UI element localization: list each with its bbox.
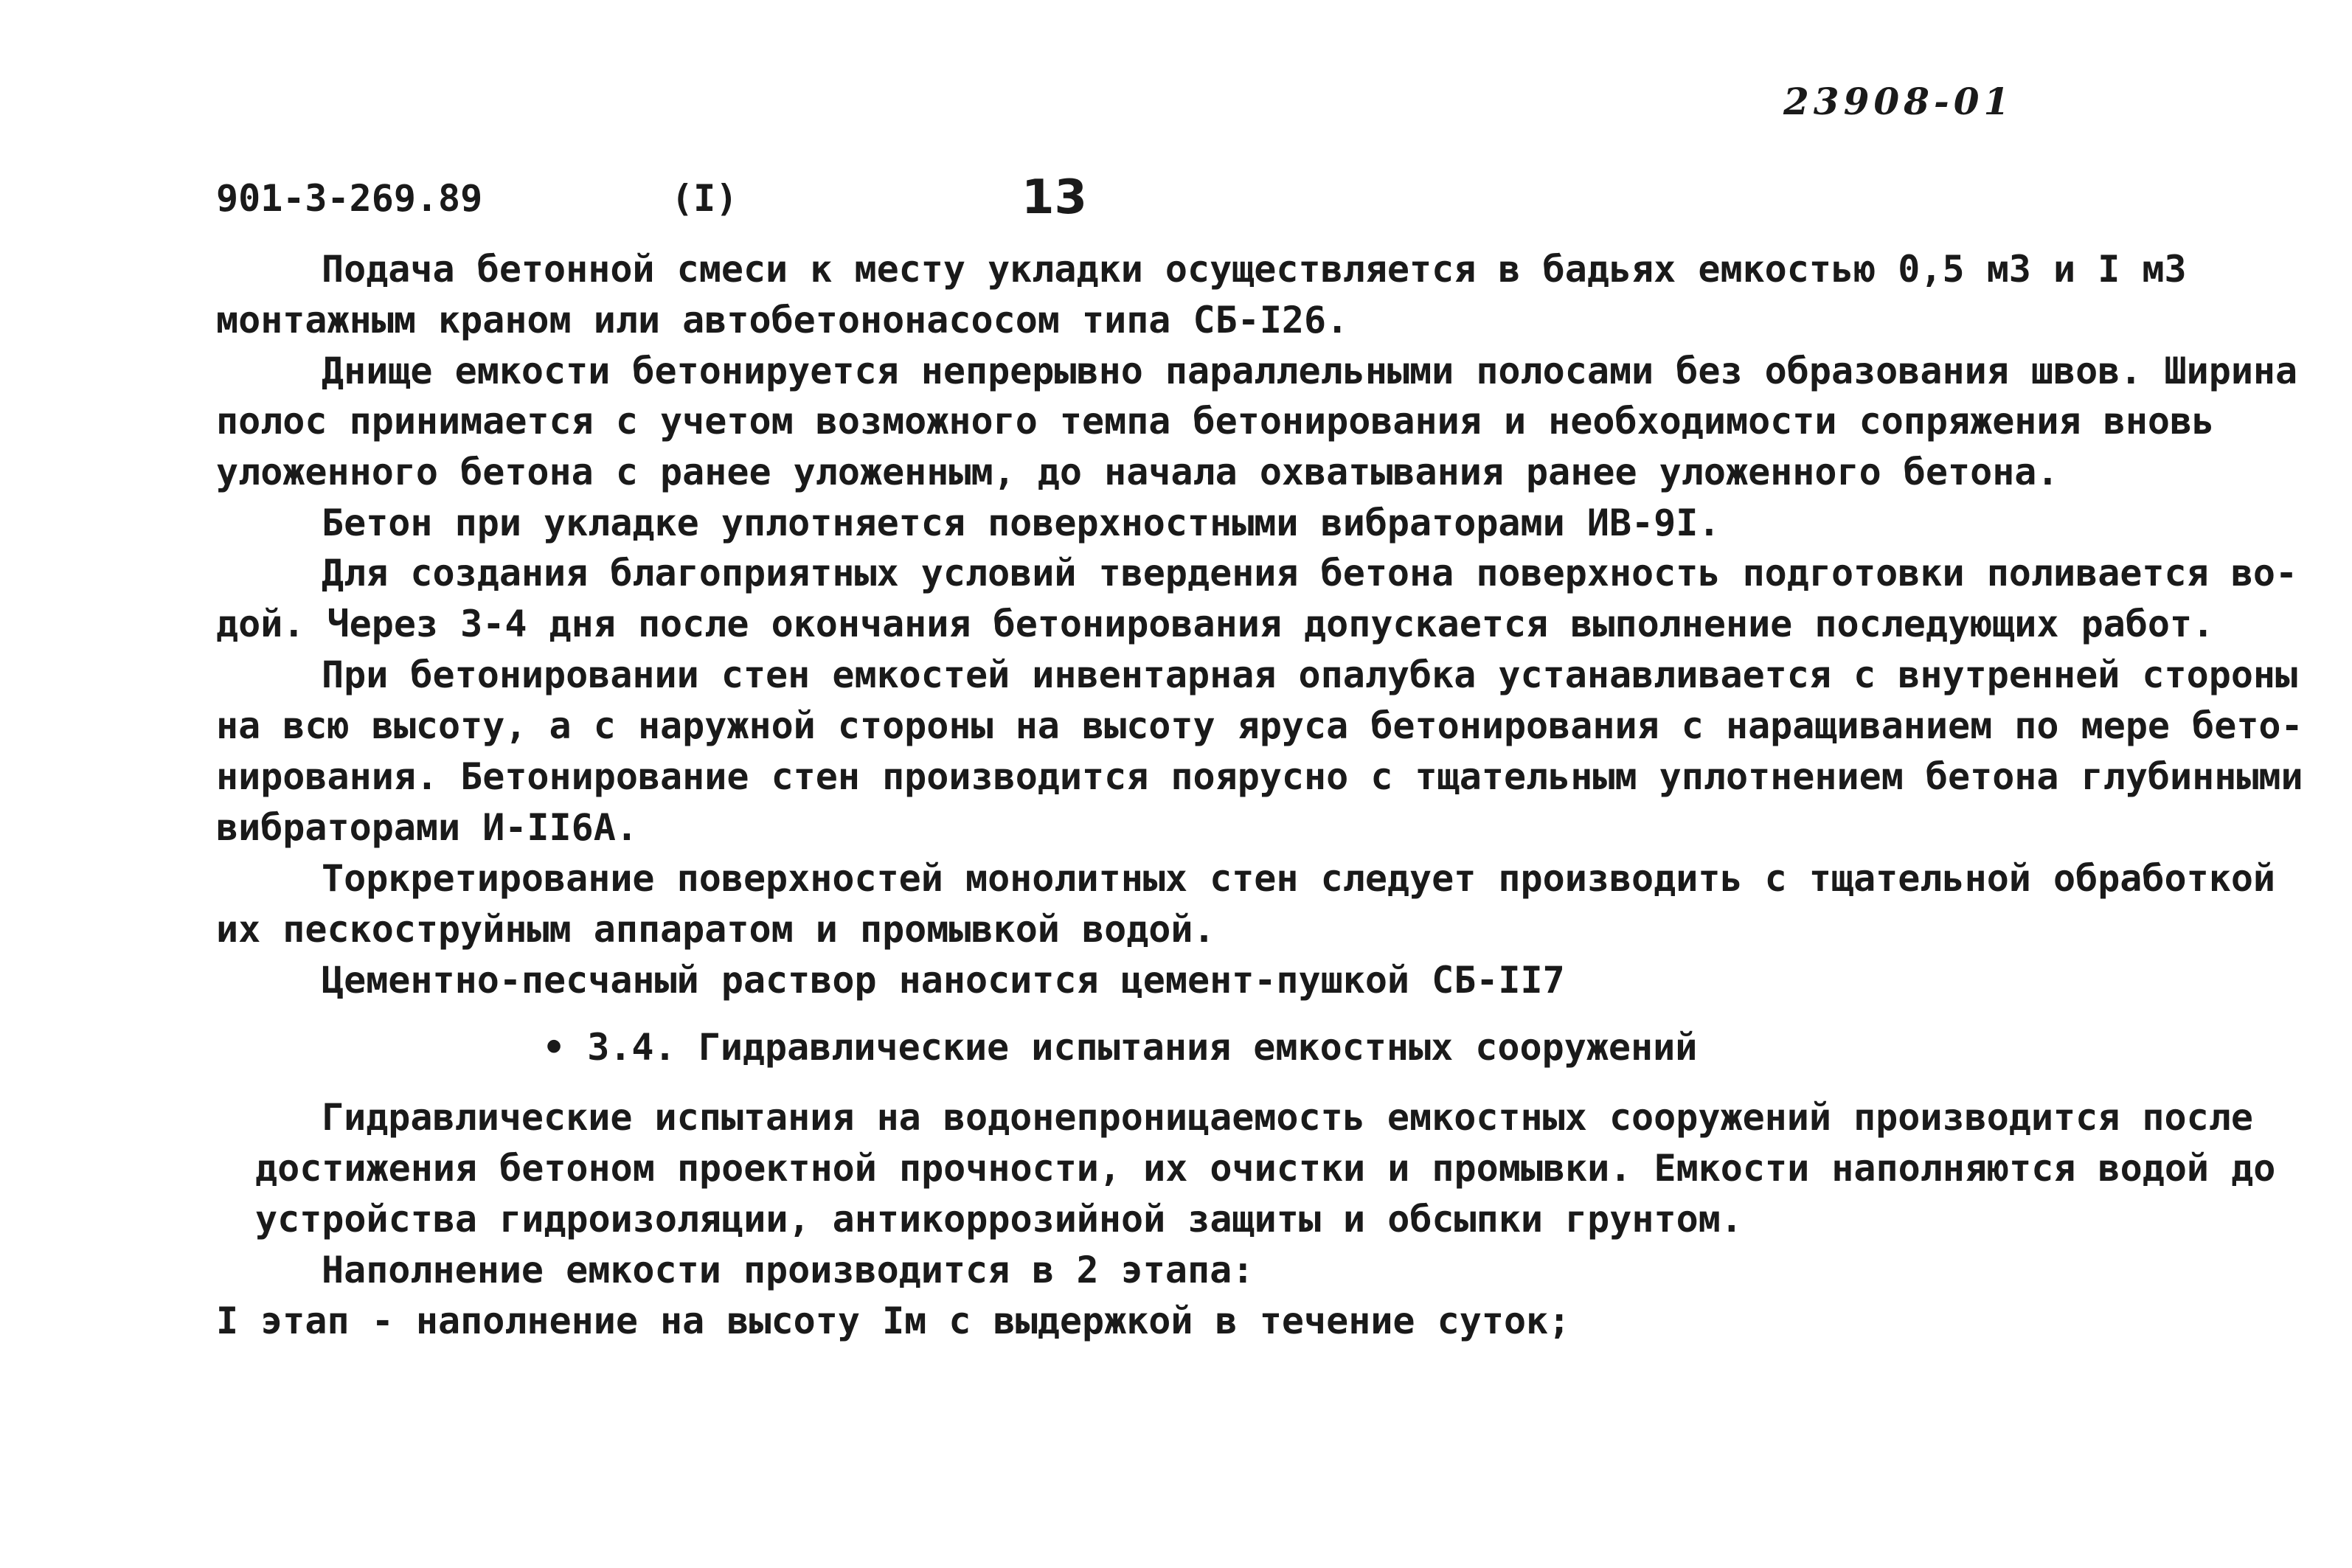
text-line: Бетон при укладке уплотняется поверхностными вибраторами ИВ-9I.	[322, 502, 1721, 544]
text-line: монтажным краном или автобетононасосом типа СБ-I26.	[216, 299, 1349, 341]
page-number: 13	[1021, 170, 1088, 225]
text-line: Гидравлические испытания на водонепроницаемость емкостных сооружений производится после	[322, 1096, 2253, 1139]
section-heading: • 3.4. Гидравлические испытания емкостных сооружений	[543, 1026, 1698, 1069]
text-line: достижения бетоном проектной прочности, их очистки и промывки. Емкости наполняются водой до	[255, 1147, 2276, 1190]
text-line: дой. Через 3-4 дня после окончания бетонирования допускается выполнение последующих работ.	[216, 603, 2215, 645]
text-line: вибраторами И-II6А.	[216, 806, 638, 849]
text-line: Для создания благоприятных условий твердения бетона поверхность подготовки поливается во-	[322, 552, 2298, 594]
text-line: на всю высоту, а с наружной стороны на высоту яруса бетонирования с наращиванием по мере бето-	[216, 704, 2303, 747]
text-line: устройства гидроизоляции, антикоррозийной защиты и обсыпки грунтом.	[255, 1198, 1743, 1241]
text-line: Торкретирование поверхностей монолитных стен следует производить с тщательной обработкой	[322, 857, 2276, 900]
text-line: Цементно-песчаный раствор наносится цемент-пушкой СБ-II7	[322, 959, 1565, 1002]
document-code: 901-3-269.89	[216, 177, 483, 220]
archive-stamp: 23908-01	[1783, 80, 2014, 123]
text-line: их пескоструйным аппаратом и промывкой водой.	[216, 908, 1215, 951]
text-line: уложенного бетона с ранее уложенным, до начала охватывания ранее уложенного бетона.	[216, 451, 2059, 493]
volume-number: (I)	[671, 177, 738, 220]
text-line: I этап - наполнение на высоту Iм с выдержкой в течение суток;	[216, 1300, 1571, 1342]
text-line: полос принимается с учетом возможного темпа бетонирования и необходимости сопряжения вновь	[216, 400, 2215, 443]
text-line: Подача бетонной смеси к месту укладки осуществляется в бадьях емкостью 0,5 м3 и I м3	[322, 248, 2187, 291]
text-line: Наполнение емкости производится в 2 этапа:	[322, 1249, 1255, 1291]
text-line: нирования. Бетонирование стен производится поярусно с тщательным уплотнением бетона глубинными	[216, 755, 2303, 798]
text-line: Днище емкости бетонируется непрерывно параллельными полосами без образования швов. Ширина	[322, 350, 2298, 392]
text-line: При бетонировании стен емкостей инвентарная опалубка устанавливается с внутренней стороны	[322, 653, 2298, 696]
